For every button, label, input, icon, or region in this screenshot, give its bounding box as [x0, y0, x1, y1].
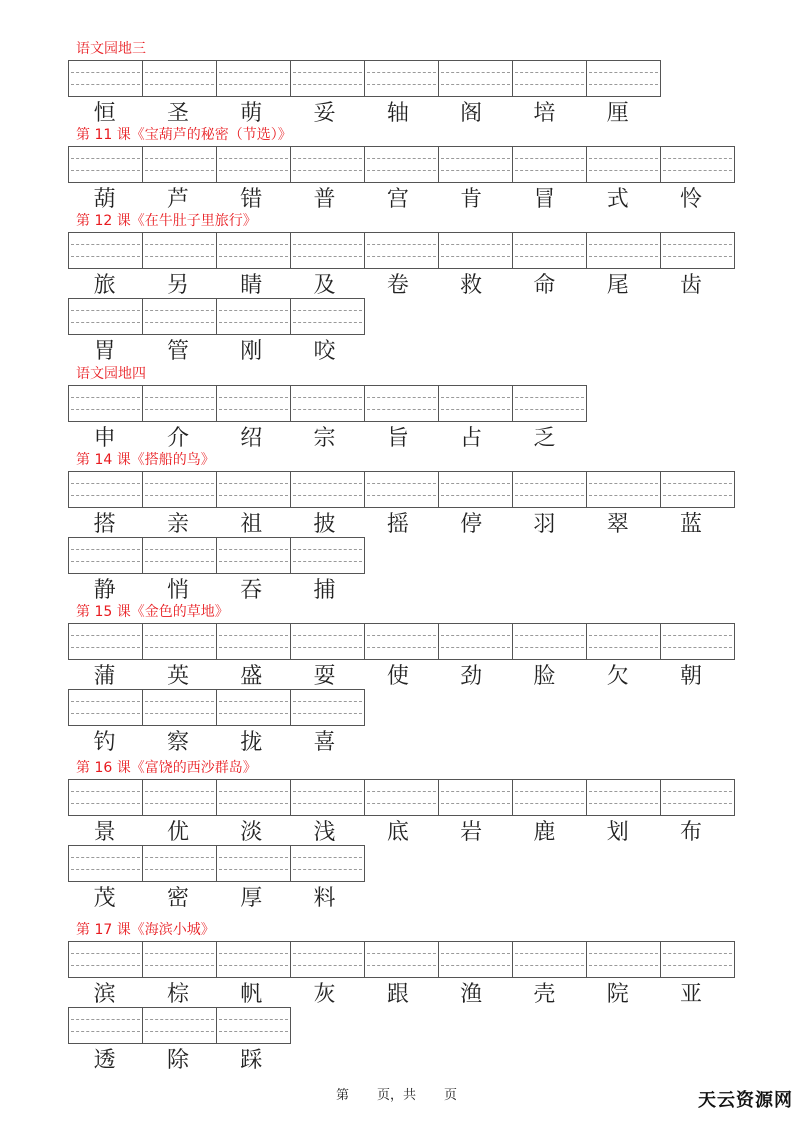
- writing-box: [586, 232, 660, 269]
- character: 怜: [680, 187, 703, 212]
- character-row: [68, 385, 728, 459]
- writing-box: [290, 779, 364, 816]
- writing-box: [68, 146, 142, 183]
- writing-grid: [68, 1007, 291, 1043]
- writing-box: [364, 60, 438, 97]
- character: 欠: [606, 664, 629, 689]
- character: 淡: [240, 820, 263, 845]
- writing-box: [438, 623, 512, 660]
- writing-box: [142, 298, 216, 335]
- writing-box: [142, 385, 216, 422]
- character: 亚: [680, 982, 703, 1007]
- writing-box: [438, 232, 512, 269]
- character: 咬: [313, 339, 336, 364]
- character: 劲: [460, 664, 483, 689]
- character: 绍: [240, 426, 263, 451]
- writing-box: [660, 471, 735, 508]
- writing-box: [216, 60, 290, 97]
- writing-box: [142, 1007, 216, 1044]
- writing-box: [364, 941, 438, 978]
- writing-box: [586, 146, 660, 183]
- writing-box: [142, 941, 216, 978]
- writing-box: [438, 146, 512, 183]
- writing-box: [438, 941, 512, 978]
- writing-box: [216, 537, 290, 574]
- writing-box: [68, 779, 142, 816]
- writing-box: [68, 471, 142, 508]
- character-row: [68, 689, 728, 763]
- writing-box: [438, 385, 512, 422]
- character: 捕: [313, 578, 336, 603]
- writing-box: [142, 623, 216, 660]
- character: 帆: [240, 982, 263, 1007]
- character: 羽: [533, 512, 556, 537]
- character-row: [68, 232, 728, 306]
- character: 悄: [166, 578, 189, 603]
- writing-grid: [68, 779, 735, 815]
- character: 乏: [533, 426, 556, 451]
- character: 料: [313, 886, 336, 911]
- writing-box: [364, 623, 438, 660]
- writing-box: [290, 232, 364, 269]
- character: 冒: [533, 187, 556, 212]
- writing-box: [68, 1007, 142, 1044]
- character: 停: [460, 512, 483, 537]
- character: 搭: [93, 512, 116, 537]
- character: 轴: [386, 101, 409, 126]
- character: 式: [606, 187, 629, 212]
- character: 蒲: [93, 664, 116, 689]
- writing-box: [586, 941, 660, 978]
- writing-box: [216, 146, 290, 183]
- character: 察: [166, 730, 189, 755]
- writing-box: [216, 232, 290, 269]
- writing-grid: [68, 60, 661, 96]
- writing-box: [660, 623, 735, 660]
- lesson-title: 第 17 课《海滨小城》: [76, 922, 215, 938]
- character: 胃: [93, 339, 116, 364]
- writing-box: [216, 689, 290, 726]
- character: 翠: [606, 512, 629, 537]
- character: 渔: [460, 982, 483, 1007]
- writing-box: [142, 471, 216, 508]
- writing-grid: [68, 845, 365, 881]
- writing-box: [660, 232, 735, 269]
- writing-box: [68, 623, 142, 660]
- writing-box: [364, 471, 438, 508]
- character: 介: [166, 426, 189, 451]
- character: 妥: [313, 101, 336, 126]
- writing-box: [68, 537, 142, 574]
- lesson-title: 语文园地四: [76, 366, 146, 382]
- writing-box: [512, 941, 586, 978]
- character: 救: [460, 273, 483, 298]
- character: 使: [386, 664, 409, 689]
- writing-box: [512, 60, 586, 97]
- writing-box: [290, 689, 365, 726]
- writing-box: [290, 471, 364, 508]
- writing-grid: [68, 385, 587, 421]
- writing-box: [216, 385, 290, 422]
- character: 厘: [606, 101, 629, 126]
- writing-box: [660, 941, 735, 978]
- character: 芦: [166, 187, 189, 212]
- character-row: [68, 941, 728, 1015]
- writing-box: [290, 623, 364, 660]
- footer-page-sep: 页，共: [376, 1088, 416, 1103]
- writing-box: [364, 385, 438, 422]
- character: 齿: [680, 273, 703, 298]
- character: 灰: [313, 982, 336, 1007]
- lesson-title: 第 12 课《在牛肚子里旅行》: [76, 213, 257, 229]
- character: 卷: [386, 273, 409, 298]
- character: 密: [166, 886, 189, 911]
- character: 睛: [240, 273, 263, 298]
- writing-box: [438, 60, 512, 97]
- writing-box: [142, 537, 216, 574]
- writing-box: [142, 845, 216, 882]
- character: 葫: [93, 187, 116, 212]
- lesson-title: 第 16 课《富饶的西沙群岛》: [76, 760, 257, 776]
- character: 厚: [240, 886, 263, 911]
- writing-box: [290, 60, 364, 97]
- writing-box: [290, 845, 365, 882]
- character: 培: [533, 101, 556, 126]
- character: 静: [93, 578, 116, 603]
- writing-box: [438, 471, 512, 508]
- character: 壳: [533, 982, 556, 1007]
- character: 尾: [606, 273, 629, 298]
- writing-box: [364, 779, 438, 816]
- character: 圣: [166, 101, 189, 126]
- character: 优: [166, 820, 189, 845]
- character: 耍: [313, 664, 336, 689]
- character: 脸: [533, 664, 556, 689]
- writing-box: [438, 779, 512, 816]
- character: 阁: [460, 101, 483, 126]
- character-row: [68, 845, 728, 919]
- lesson-title: 第 11 课《宝葫芦的秘密（节选）》: [76, 127, 292, 143]
- writing-box: [512, 232, 586, 269]
- character: 喜: [313, 730, 336, 755]
- character: 错: [240, 187, 263, 212]
- character-list: [68, 727, 361, 759]
- character: 朝: [680, 664, 703, 689]
- character-row: [68, 146, 728, 220]
- character: 英: [166, 664, 189, 689]
- footer-page-label: 第: [335, 1088, 349, 1103]
- writing-box: [364, 232, 438, 269]
- writing-box: [586, 623, 660, 660]
- character: 盛: [240, 664, 263, 689]
- character: 划: [606, 820, 629, 845]
- character-row: [68, 779, 728, 853]
- writing-box: [512, 471, 586, 508]
- lesson-title: 语文园地三: [76, 41, 146, 57]
- writing-box: [216, 471, 290, 508]
- writing-box: [68, 385, 142, 422]
- footer-page-end: 页: [444, 1088, 458, 1103]
- character: 刚: [240, 339, 263, 364]
- writing-box: [512, 146, 586, 183]
- page-footer: [0, 1084, 793, 1103]
- character: 亲: [166, 512, 189, 537]
- character: 旅: [93, 273, 116, 298]
- writing-box: [586, 471, 660, 508]
- writing-box: [290, 537, 365, 574]
- writing-box: [512, 623, 586, 660]
- writing-box: [586, 60, 661, 97]
- writing-box: [68, 689, 142, 726]
- character: 旨: [386, 426, 409, 451]
- writing-box: [68, 232, 142, 269]
- character: 占: [460, 426, 483, 451]
- character: 院: [606, 982, 629, 1007]
- writing-box: [142, 779, 216, 816]
- writing-box: [512, 779, 586, 816]
- writing-box: [142, 232, 216, 269]
- character: 宫: [386, 187, 409, 212]
- character-row: [68, 60, 728, 134]
- character: 底: [386, 820, 409, 845]
- writing-box: [586, 779, 660, 816]
- writing-grid: [68, 232, 735, 268]
- writing-box: [68, 941, 142, 978]
- lesson-title: 第 14 课《搭船的鸟》: [76, 452, 215, 468]
- writing-box: [142, 60, 216, 97]
- writing-box: [142, 146, 216, 183]
- writing-box: [216, 298, 290, 335]
- character: 吞: [240, 578, 263, 603]
- writing-box: [364, 146, 438, 183]
- writing-grid: [68, 941, 735, 977]
- character: 摇: [386, 512, 409, 537]
- writing-box: [216, 941, 290, 978]
- character: 透: [93, 1048, 116, 1073]
- character: 除: [166, 1048, 189, 1073]
- character: 肯: [460, 187, 483, 212]
- character: 钓: [93, 730, 116, 755]
- writing-grid: [68, 623, 735, 659]
- character: 萌: [240, 101, 263, 126]
- writing-grid: [68, 298, 365, 334]
- character: 宗: [313, 426, 336, 451]
- writing-box: [216, 623, 290, 660]
- brand-watermark: 天云资源网: [698, 1090, 793, 1111]
- character: 踩: [240, 1048, 263, 1073]
- character: 普: [313, 187, 336, 212]
- character-list: [68, 1045, 288, 1077]
- character: 布: [680, 820, 703, 845]
- character-row: [68, 298, 728, 372]
- writing-grid: [68, 689, 365, 725]
- character: 滨: [93, 982, 116, 1007]
- character: 蓝: [680, 512, 703, 537]
- writing-box: [660, 146, 735, 183]
- writing-box: [290, 146, 364, 183]
- writing-box: [290, 941, 364, 978]
- character: 披: [313, 512, 336, 537]
- character: 申: [93, 426, 116, 451]
- writing-box: [512, 385, 587, 422]
- writing-grid: [68, 146, 735, 182]
- character-list: [68, 883, 361, 915]
- lesson-title: 第 15 课《金色的草地》: [76, 604, 229, 620]
- character: 祖: [240, 512, 263, 537]
- character: 跟: [386, 982, 409, 1007]
- character: 茂: [93, 886, 116, 911]
- writing-box: [68, 298, 142, 335]
- character: 鹿: [533, 820, 556, 845]
- writing-box: [216, 779, 290, 816]
- writing-box: [290, 385, 364, 422]
- character: 岩: [460, 820, 483, 845]
- writing-box: [660, 779, 735, 816]
- writing-box: [216, 845, 290, 882]
- writing-box: [216, 1007, 291, 1044]
- character-row: [68, 1007, 728, 1081]
- character-row: [68, 471, 728, 545]
- character: 及: [313, 273, 336, 298]
- writing-box: [68, 60, 142, 97]
- character: 管: [166, 339, 189, 364]
- writing-grid: [68, 471, 735, 507]
- writing-grid: [68, 537, 365, 573]
- character: 拢: [240, 730, 263, 755]
- character: 另: [166, 273, 189, 298]
- character: 浅: [313, 820, 336, 845]
- writing-box: [290, 298, 365, 335]
- writing-box: [142, 689, 216, 726]
- writing-box: [68, 845, 142, 882]
- character: 景: [93, 820, 116, 845]
- character-row: [68, 537, 728, 611]
- character: 棕: [166, 982, 189, 1007]
- character: 恒: [93, 101, 116, 126]
- character: 命: [533, 273, 556, 298]
- character-list: [68, 336, 361, 368]
- character-row: [68, 623, 728, 697]
